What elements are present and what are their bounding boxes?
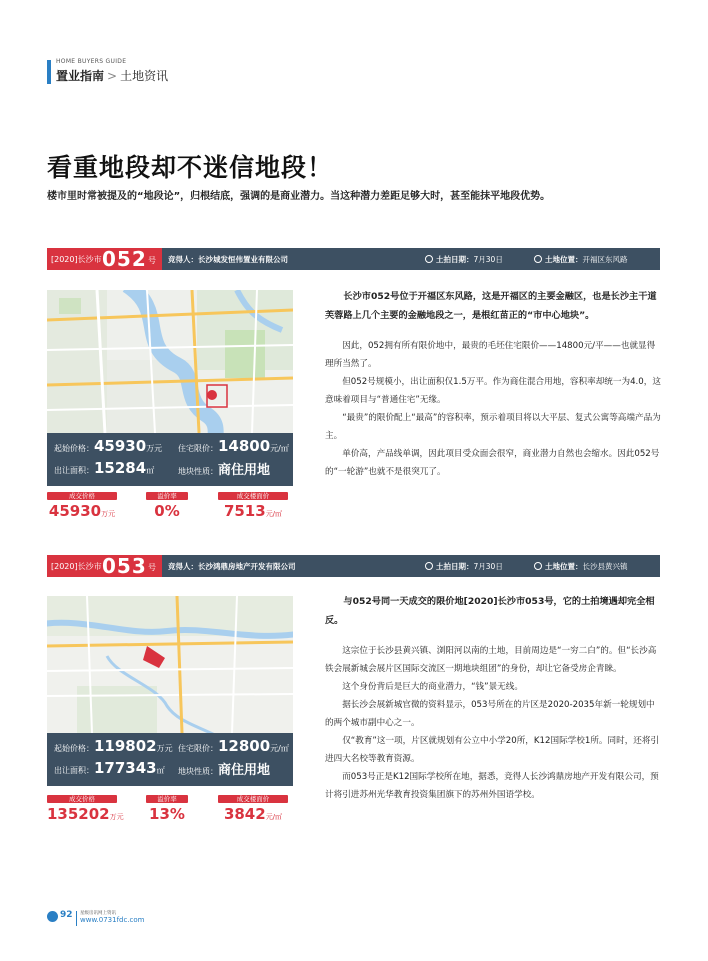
floor-price-stat <box>218 492 288 520</box>
winner-label: 竞得人： <box>168 562 198 571</box>
winner-label: 竞得人： <box>168 255 198 264</box>
area-value: 15284 <box>94 459 147 477</box>
start-price-unit: 万元 <box>146 444 163 453</box>
floor-price: 3842 <box>223 805 266 823</box>
ceiling-price-label: 住宅限价： <box>178 444 218 453</box>
paragraph: 单价高，产品线单调，因此项目受众面会很窄，商业潜力自然也会缩水。因此052号的“一轮游”也就不是很突兀了。 <box>325 449 660 477</box>
start-price: 45930 <box>94 437 147 455</box>
auction-date-info <box>425 561 503 572</box>
deal-price-unit: 万元 <box>101 510 116 518</box>
start-price-unit: 万元 <box>156 744 173 753</box>
map-image <box>47 290 293 433</box>
paragraph: 而053号正是K12国际学校所在地，据悉，竞得人长沙鸿鼎房地产开发有限公司，预计将引进苏州光华教育投资集团旗下的苏州外国语学校。 <box>325 772 659 800</box>
location-label: 土地位置： <box>545 255 583 264</box>
deal-price-label: 成交价格 <box>47 795 117 803</box>
ceiling-price-unit: 元/㎡ <box>270 744 289 753</box>
person-icon <box>534 255 542 263</box>
ceiling-price-row <box>178 437 289 455</box>
lot-map[interactable] <box>47 596 293 733</box>
paragraph: 但052号规模小，出让面积仅1.5万平。作为商住混合用地，容积率却统一为4.0，这意味着项目与“普通住宅”无缘。 <box>325 377 661 405</box>
article-title: 看重地段却不迷信地段！ <box>47 153 334 182</box>
auction-date: 7月30日 <box>473 255 503 264</box>
floor-price-unit: 元/㎡ <box>265 510 283 518</box>
paragraph: 据长沙会展新城官微的资料显示，053号所在的片区是2020-2035年新一轮规划中的两个城市副中心之一。 <box>325 700 655 728</box>
area-unit: ㎡ <box>146 466 155 475</box>
lot-header-bar <box>47 555 660 577</box>
paragraph: 这宗位于长沙县黄兴镇、浏阳河以南的土地，目前周边是“一穷二白”的。但“长沙高铁会展新城会展片区国际交流区一期地块组团”的身份，却让它备受房企青睐。 <box>325 646 657 674</box>
clock-icon <box>425 255 433 263</box>
start-price: 119802 <box>94 737 157 755</box>
location: 长沙县黄兴镇 <box>582 562 628 571</box>
paragraph: 仅“教育”这一项，片区就规划有公立中小学20所，K12国际学校1所。同时，还将引进四大名校等教育资源。 <box>325 736 660 764</box>
clock-icon <box>425 562 433 570</box>
area-row <box>54 459 154 477</box>
winner-name: 长沙城发恒伟置业有限公司 <box>198 255 288 264</box>
nature-label: 地块性质： <box>178 767 218 776</box>
date-label: 土拍日期： <box>436 255 474 264</box>
area-row <box>54 759 165 777</box>
breadcrumb-separator: > <box>107 69 118 83</box>
date-label: 土拍日期： <box>436 562 474 571</box>
premium-label: 溢价率 <box>146 492 188 500</box>
ceiling-price-row <box>178 737 289 755</box>
premium-label: 溢价率 <box>146 795 188 803</box>
premium-stat <box>146 492 188 520</box>
land-nature: 商住用地 <box>218 463 271 478</box>
deal-price-label: 成交价格 <box>47 492 117 500</box>
location-label: 土地位置： <box>545 562 583 571</box>
breadcrumb-section[interactable]: 置业指南 <box>56 69 105 83</box>
map-image <box>47 596 293 733</box>
location-info <box>534 561 628 572</box>
footer-divider <box>76 911 77 926</box>
start-price-label: 起始价格： <box>54 744 94 753</box>
floor-price-label: 成交楼面价 <box>218 492 288 500</box>
ceiling-price: 14800 <box>218 437 271 455</box>
area-value: 177343 <box>94 759 157 777</box>
lot-description <box>325 592 662 804</box>
lot-suffix: 号 <box>148 563 156 572</box>
paragraph: 这个身份背后是巨大的商业潜力，“钱”景无线。 <box>342 682 523 692</box>
lot-description <box>325 287 662 481</box>
location-info <box>534 254 628 265</box>
page-number: 92 <box>60 910 73 920</box>
area-unit: ㎡ <box>156 766 165 775</box>
ceiling-price: 12800 <box>218 737 271 755</box>
lot-number: 053 <box>102 554 147 578</box>
lot-summary-panel <box>47 433 293 486</box>
area-label: 出让面积： <box>54 766 94 775</box>
lot-header-bar <box>47 248 660 270</box>
winner-name: 长沙鸿鼎房地产开发有限公司 <box>198 562 296 571</box>
premium-rate: 0% <box>154 502 180 520</box>
site-name: 星级房讯网上资讯 <box>80 911 116 916</box>
start-price-row <box>54 437 162 455</box>
deal-price: 45930 <box>48 502 102 520</box>
lead-paragraph: 长沙市052号位于开福区东风路，这是开福区的主要金融区，也是长沙主干道芙蓉路上几个主要的金融地段之一，是根红苗正的“市中心地块”。 <box>325 291 657 321</box>
lot-label <box>47 555 162 577</box>
site-url[interactable]: www.0731fdc.com <box>80 916 145 924</box>
lot-suffix: 号 <box>148 256 156 265</box>
floor-price-label: 成交楼面价 <box>218 795 288 803</box>
paragraph: 因此，052拥有所有限价地中，最贵的毛坯住宅限价——14800元/平——也就显得理所当然了。 <box>325 341 656 369</box>
nature-label: 地块性质： <box>178 467 218 476</box>
deal-price-stat <box>47 492 117 520</box>
auction-date: 7月30日 <box>473 562 503 571</box>
ceiling-price-unit: 元/㎡ <box>270 444 289 453</box>
lot-year: [2020]长沙市 <box>51 562 102 571</box>
lot-year: [2020]长沙市 <box>51 255 102 264</box>
location: 开福区东风路 <box>582 255 628 264</box>
deal-stats <box>47 492 293 522</box>
deal-price-stat <box>47 795 124 823</box>
paragraph: “最贵”的限价配上“最高”的容积率，预示着项目将以大平层、复式公寓等高端产品为主。 <box>325 413 661 441</box>
ceiling-price-label: 住宅限价： <box>178 744 218 753</box>
floor-price-unit: 元/㎡ <box>265 813 283 821</box>
nature-row <box>178 759 270 778</box>
land-nature: 商住用地 <box>218 763 271 778</box>
auction-date-info <box>425 254 503 265</box>
lot-number: 052 <box>102 247 147 271</box>
lead-paragraph: 与052号同一天成交的限价地[2020]长沙市053号，它的土拍境遇却完全相反。 <box>325 596 655 626</box>
lot-summary-panel <box>47 733 293 786</box>
winner-info <box>168 254 288 265</box>
premium-rate: 13% <box>149 805 185 823</box>
deal-price: 135202 <box>47 805 110 823</box>
article-intro: 楼市里时常被提及的“地段论”，归根结底，强调的是商业潜力。当这种潜力差距足够大时，甚至能抹平地段优势。 <box>47 191 551 202</box>
deal-price-unit: 万元 <box>109 813 124 821</box>
breadcrumb-subsection[interactable]: 土地资讯 <box>120 69 169 83</box>
lot-map[interactable] <box>47 290 293 433</box>
breadcrumb <box>56 67 168 84</box>
person-icon <box>534 562 542 570</box>
area-label: 出让面积： <box>54 466 94 475</box>
page-dot-icon <box>47 911 58 922</box>
lot-label <box>47 248 162 270</box>
deal-stats <box>47 795 293 825</box>
start-price-row <box>54 737 173 755</box>
nature-row <box>178 459 270 478</box>
premium-stat <box>146 795 188 823</box>
floor-price: 7513 <box>223 502 266 520</box>
header-subtitle: HOME BUYERS GUIDE <box>56 58 127 65</box>
floor-price-stat <box>218 795 288 823</box>
start-price-label: 起始价格： <box>54 444 94 453</box>
winner-info <box>168 561 296 572</box>
header-accent-bar <box>47 60 51 84</box>
